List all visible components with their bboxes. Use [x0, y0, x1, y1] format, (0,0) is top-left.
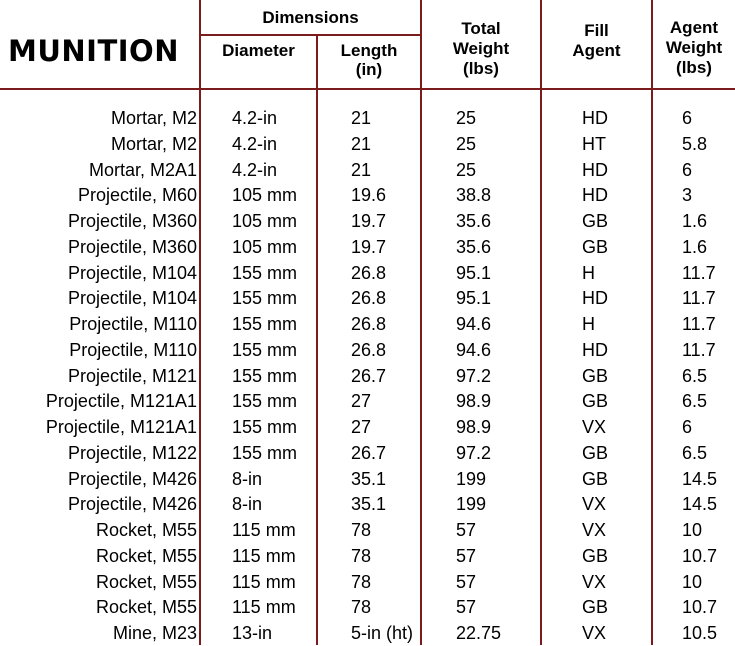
fill-agent-header-line2: Agent [572, 41, 621, 60]
fill-agent-cell: VX [582, 494, 607, 515]
diameter-cell: 155 mm [232, 365, 298, 386]
total-weight-cell: 95.1 [456, 288, 492, 309]
munition-cell: Mine, M23 [112, 623, 197, 643]
diameter-cell: 155 mm [232, 442, 298, 463]
length-cell: 19.7 [351, 236, 387, 257]
munition-cell: Mortar, M2 [110, 133, 197, 154]
agent-weight-cell: 14.5 [682, 494, 718, 515]
length-cell: 78 [351, 545, 372, 566]
munition-cell: Projectile, M121 [67, 365, 197, 386]
agent-weight-cell: 6 [682, 108, 693, 128]
agent-weight-cell: 6.5 [682, 365, 708, 386]
agent-weight-header-line2: Weight [665, 38, 723, 57]
diameter-cell: 155 mm [232, 262, 298, 283]
munition-cell: Rocket, M55 [95, 520, 197, 540]
diameter-cell: 155 mm [232, 339, 298, 360]
fill-agent-header-line1: Fill [584, 21, 609, 40]
munition-cell: Rocket, M55 [95, 545, 197, 566]
fill-agent-cell: GB [582, 391, 609, 412]
length-cell: 26.8 [351, 262, 387, 283]
total-weight-cell: 97.2 [456, 365, 492, 386]
total-weight-cell: 94.6 [456, 314, 492, 334]
length-cell: 78 [351, 597, 372, 618]
munition-cell: Projectile, M104 [67, 288, 197, 309]
total-weight-cell: 94.6 [456, 339, 492, 360]
agent-weight-cell: 6.5 [682, 391, 708, 412]
length-cell: 78 [351, 571, 372, 592]
agent-weight-header-line1: Agent [669, 18, 719, 37]
total-weight-header-line2: Weight [452, 39, 510, 58]
total-weight-cell: 35.6 [456, 211, 492, 231]
munition-cell: Projectile, M104 [67, 262, 197, 283]
total-weight-cell: 97.2 [456, 442, 492, 463]
diameter-cell: 105 mm [232, 185, 298, 206]
fill-agent-cell: VX [582, 571, 607, 592]
total-weight-cell: 98.9 [456, 391, 492, 412]
agent-weight-cell: 6.5 [682, 442, 708, 463]
agent-weight-cell: 1.6 [682, 211, 708, 231]
total-weight-cell: 25 [456, 108, 477, 128]
total-weight-cell: 57 [456, 597, 477, 618]
total-weight-cell: 199 [456, 468, 487, 489]
length-cell: 27 [351, 417, 372, 437]
munition-cell: Projectile, M110 [69, 314, 197, 334]
diameter-cell: 4.2-in [232, 159, 278, 180]
diameter-cell: 115 mm [232, 597, 296, 618]
agent-weight-cell: 1.6 [682, 236, 708, 257]
agent-weight-cell: 10.7 [682, 597, 718, 618]
diameter-cell: 8-in [232, 468, 263, 489]
fill-agent-cell: VX [582, 623, 607, 643]
agent-weight-cell: 11.7 [682, 339, 716, 360]
fill-agent-cell: HD [582, 159, 608, 180]
fill-agent-cell: H [582, 262, 595, 283]
diameter-cell: 155 mm [232, 288, 298, 309]
munition-cell: Projectile, M426 [67, 494, 197, 515]
munition-cell: Mortar, M2A1 [88, 159, 197, 180]
agent-weight-cell: 10.7 [682, 545, 718, 566]
diameter-cell: 13-in [232, 623, 273, 643]
munition-header: MUNITION [8, 34, 179, 68]
total-weight-header-line3: (lbs) [463, 59, 499, 78]
diameter-header: Diameter [222, 41, 295, 60]
agent-weight-cell: 10.5 [682, 623, 718, 643]
munition-cell: Projectile, M110 [69, 339, 197, 360]
munition-cell: Mortar, M2 [110, 108, 197, 128]
total-weight-cell: 35.6 [456, 236, 492, 257]
dimensions-header: Dimensions [262, 8, 359, 27]
diameter-cell: 155 mm [232, 391, 298, 412]
fill-agent-cell: GB [582, 597, 609, 618]
munition-cell: Projectile, M360 [67, 236, 197, 257]
length-cell: 27 [351, 391, 372, 412]
length-cell: 21 [351, 108, 372, 128]
header-bottom-rule [0, 88, 735, 90]
total-weight-cell: 95.1 [456, 262, 492, 283]
column-divider [199, 0, 201, 645]
fill-agent-cell: GB [582, 442, 609, 463]
fill-agent-cell: GB [582, 365, 609, 386]
diameter-cell: 8-in [232, 494, 263, 515]
total-weight-cell: 199 [456, 494, 487, 515]
column-divider [651, 0, 653, 645]
length-cell: 21 [351, 133, 372, 154]
length-cell: 26.8 [351, 288, 387, 309]
munition-cell: Projectile, M360 [67, 211, 197, 231]
diameter-cell: 4.2-in [232, 108, 278, 128]
munition-cell: Rocket, M55 [95, 597, 197, 618]
agent-weight-cell: 6 [682, 159, 693, 180]
total-weight-cell: 57 [456, 571, 477, 592]
length-cell: 35.1 [351, 494, 387, 515]
fill-agent-cell: VX [582, 417, 607, 437]
length-cell: 26.7 [351, 365, 387, 386]
total-weight-cell: 38.8 [456, 185, 492, 206]
agent-weight-cell: 11.7 [682, 288, 716, 309]
fill-agent-cell: HD [582, 288, 608, 309]
length-header-line1: Length [340, 41, 398, 60]
agent-weight-header-line3: (lbs) [676, 58, 712, 77]
length-cell: 26.7 [351, 442, 387, 463]
diameter-cell: 105 mm [232, 236, 298, 257]
total-weight-cell: 22.75 [456, 623, 502, 643]
munition-cell: Projectile, M122 [67, 442, 197, 463]
column-divider [540, 0, 542, 645]
length-cell: 19.7 [351, 211, 387, 231]
agent-weight-cell: 14.5 [682, 468, 718, 489]
munition-cell: Projectile, M121A1 [45, 417, 197, 437]
agent-weight-cell: 11.7 [682, 262, 716, 283]
column-divider [316, 36, 318, 645]
dimensions-underline [199, 34, 422, 36]
fill-agent-cell: HD [582, 185, 608, 206]
fill-agent-cell: GB [582, 236, 609, 257]
fill-agent-cell: HD [582, 108, 608, 128]
fill-agent-cell: GB [582, 211, 609, 231]
agent-weight-cell: 3 [682, 185, 693, 206]
total-weight-cell: 25 [456, 159, 477, 180]
agent-weight-cell: 11.7 [682, 314, 716, 334]
length-header-line2: (in) [355, 60, 383, 79]
diameter-cell: 4.2-in [232, 133, 278, 154]
fill-agent-cell: GB [582, 545, 609, 566]
total-weight-header-line1: Total [461, 19, 501, 38]
total-weight-cell: 98.9 [456, 417, 492, 437]
diameter-cell: 115 mm [232, 571, 296, 592]
length-cell: 5-in (ht) [351, 623, 414, 643]
munition-cell: Rocket, M55 [95, 571, 197, 592]
fill-agent-cell: GB [582, 468, 609, 489]
munition-cell: Projectile, M121A1 [45, 391, 197, 412]
total-weight-cell: 57 [456, 545, 477, 566]
diameter-cell: 155 mm [232, 314, 298, 334]
column-divider [420, 0, 422, 645]
agent-weight-cell: 10 [682, 520, 703, 540]
diameter-cell: 105 mm [232, 211, 298, 231]
fill-agent-cell: HD [582, 339, 608, 360]
fill-agent-cell: VX [582, 520, 607, 540]
length-cell: 21 [351, 159, 372, 180]
agent-weight-cell: 10 [682, 571, 703, 592]
diameter-cell: 115 mm [232, 520, 296, 540]
length-cell: 19.6 [351, 185, 387, 206]
fill-agent-cell: H [582, 314, 595, 334]
total-weight-cell: 25 [456, 133, 477, 154]
diameter-cell: 155 mm [232, 417, 298, 437]
munition-cell: Projectile, M426 [67, 468, 197, 489]
total-weight-cell: 57 [456, 520, 477, 540]
length-cell: 26.8 [351, 314, 387, 334]
munition-cell: Projectile, M60 [77, 185, 197, 206]
length-cell: 26.8 [351, 339, 387, 360]
agent-weight-cell: 6 [682, 417, 693, 437]
diameter-cell: 115 mm [232, 545, 296, 566]
agent-weight-cell: 5.8 [682, 133, 708, 154]
length-cell: 78 [351, 520, 372, 540]
length-cell: 35.1 [351, 468, 387, 489]
fill-agent-cell: HT [582, 133, 606, 154]
